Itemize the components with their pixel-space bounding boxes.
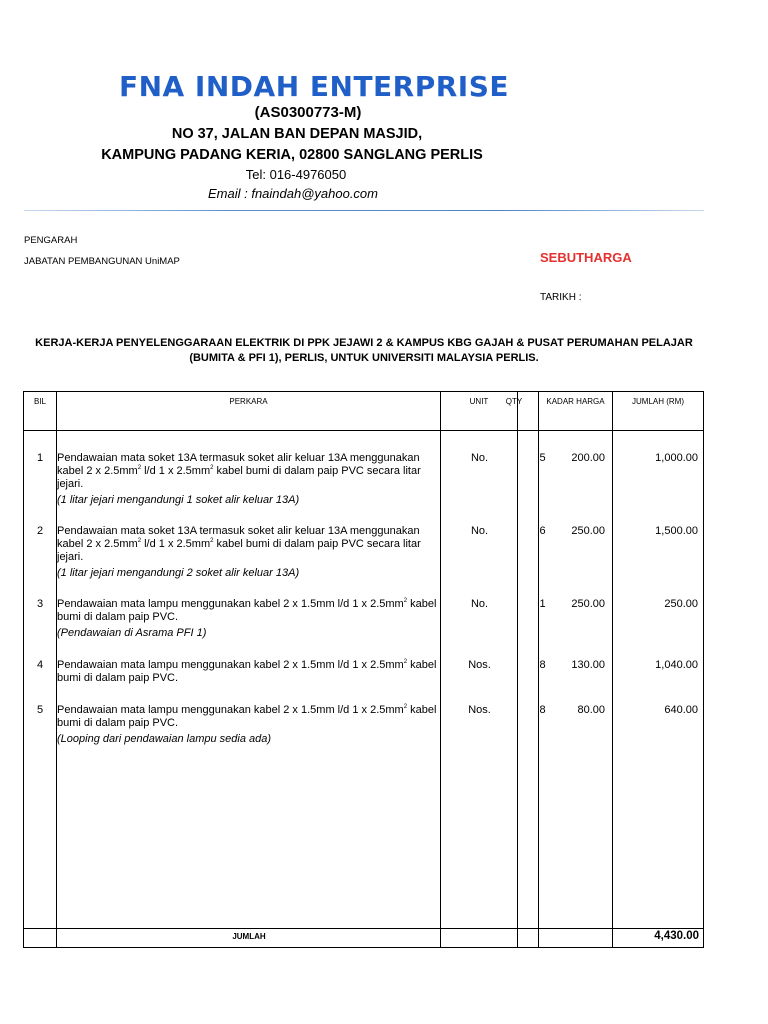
row-unit: No. — [470, 525, 489, 537]
row-qty: 8 — [539, 704, 546, 716]
date-label: TARIKH : — [540, 292, 582, 303]
row-note: (1 litar jejari mengandungi 2 soket alir keluar 13A) — [57, 567, 300, 579]
company-name: FNA INDAH ENTERPRISE — [118, 70, 510, 103]
row-number: 2 — [36, 525, 44, 537]
total-row-divider — [24, 928, 703, 929]
row-qty: 5 — [539, 452, 546, 464]
company-email: Email : fnaindah@yahoo.com — [207, 186, 378, 201]
row-number: 4 — [36, 659, 44, 671]
row-number: 1 — [36, 452, 44, 464]
quotation-table — [23, 391, 704, 948]
total-label: JUMLAH — [232, 932, 266, 941]
header-perkara: PERKARA — [229, 397, 268, 406]
row-unit: No. — [470, 452, 489, 464]
row-amount: 640.00 — [664, 704, 698, 716]
row-description: Pendawaian mata soket 13A termasuk soket alir keluar 13A menggunakan kabel 2 x $2.5mm^2$ l/d 1 x $2.5mm^2$ kabel bumi di dalam paip PVC secara litar jejari. (1 litar jejari mengandungi 2 soket alir keluar 13A) — [57, 525, 441, 580]
company-tel: Tel: 016-4976050 — [245, 167, 347, 182]
row-description: Pendawaian mata lampu menggunakan kabel 2 x 1.5mm l/d 1 x $2.5mm^2$ kabel bumi di dalam paip PVC. — [57, 659, 437, 684]
row-note: (1 litar jejari mengandungi 1 soket alir keluar 13A) — [57, 494, 300, 506]
row-description: Pendawaian mata lampu menggunakan kabel 2 x 1.5mm l/d 1 x $2.5mm^2$ kabel bumi di dalam paip PVC. (Pendawaian di Asrama PFI 1) — [57, 598, 441, 640]
header-kadar-harga: KADAR HARGA — [546, 397, 605, 406]
row-description: Pendawaian mata soket 13A termasuk soket alir keluar 13A menggunakan kabel 2 x $2.5mm^2$ l/d 1 x $2.5mm^2$ kabel bumi di dalam paip PVC secara litar jejari. (1 litar jejari mengandungi 1 soket alir keluar 13A) — [57, 452, 441, 507]
recipient-title: PENGARAH — [24, 235, 78, 246]
row-note: (Looping dari pendawaian lampu sedia ada) — [57, 733, 272, 745]
row-qty: 6 — [539, 525, 546, 537]
row-amount: 1,500.00 — [655, 525, 698, 537]
row-amount: 250.00 — [664, 598, 698, 610]
row-amount: 1,000.00 — [655, 452, 698, 464]
row-unit: Nos. — [468, 704, 491, 716]
row-price: 130.00 — [571, 659, 605, 671]
row-unit: Nos. — [468, 659, 491, 671]
header-bil: BIL — [33, 397, 46, 406]
header-unit: UNIT — [469, 397, 489, 406]
total-value: 4,430.00 — [654, 930, 699, 942]
project-title: KERJA-KERJA PENYELENGGARAAN ELEKTRIK DI PPK JEJAWI 2 & KAMPUS KBG GAJAH & PUSAT PERUMAHAN PELAJAR (BUMITA & PFI 1), PERLIS, UNTUK UNIVERSITI MALAYSIA PERLIS. — [35, 337, 693, 364]
row-price: 80.00 — [577, 704, 605, 716]
row-price: 200.00 — [571, 452, 605, 464]
company-address-line1: NO 37, JALAN BAN DEPAN MASJID, — [171, 126, 423, 142]
column-divider — [612, 392, 613, 947]
header-qty: QTY — [505, 397, 523, 406]
row-number: 5 — [36, 704, 44, 716]
row-qty: 8 — [539, 659, 546, 671]
company-address-line2: KAMPUNG PADANG KERIA, 02800 SANGLANG PERLIS — [101, 147, 483, 163]
recipient-department: JABATAN PEMBANGUNAN UniMAP — [24, 256, 180, 267]
row-description: Pendawaian mata lampu menggunakan kabel 2 x 1.5mm l/d 1 x $2.5mm^2$ kabel bumi di dalam paip PVC. (Looping dari pendawaian lampu sedia ada) — [57, 704, 441, 746]
document-type: SEBUTHARGA — [540, 250, 632, 265]
row-unit: No. — [470, 598, 489, 610]
header-divider — [24, 210, 704, 211]
row-price: 250.00 — [571, 525, 605, 537]
row-amount: 1,040.00 — [655, 659, 698, 671]
row-price: 250.00 — [571, 598, 605, 610]
row-qty: 1 — [539, 598, 546, 610]
header-jumlah: JUMLAH (RM) — [632, 397, 684, 406]
company-registration: (AS0300773-M) — [254, 104, 362, 121]
header-row-divider — [24, 430, 703, 431]
row-number: 3 — [36, 598, 44, 610]
row-note: (Pendawaian di Asrama PFI 1) — [57, 627, 207, 639]
